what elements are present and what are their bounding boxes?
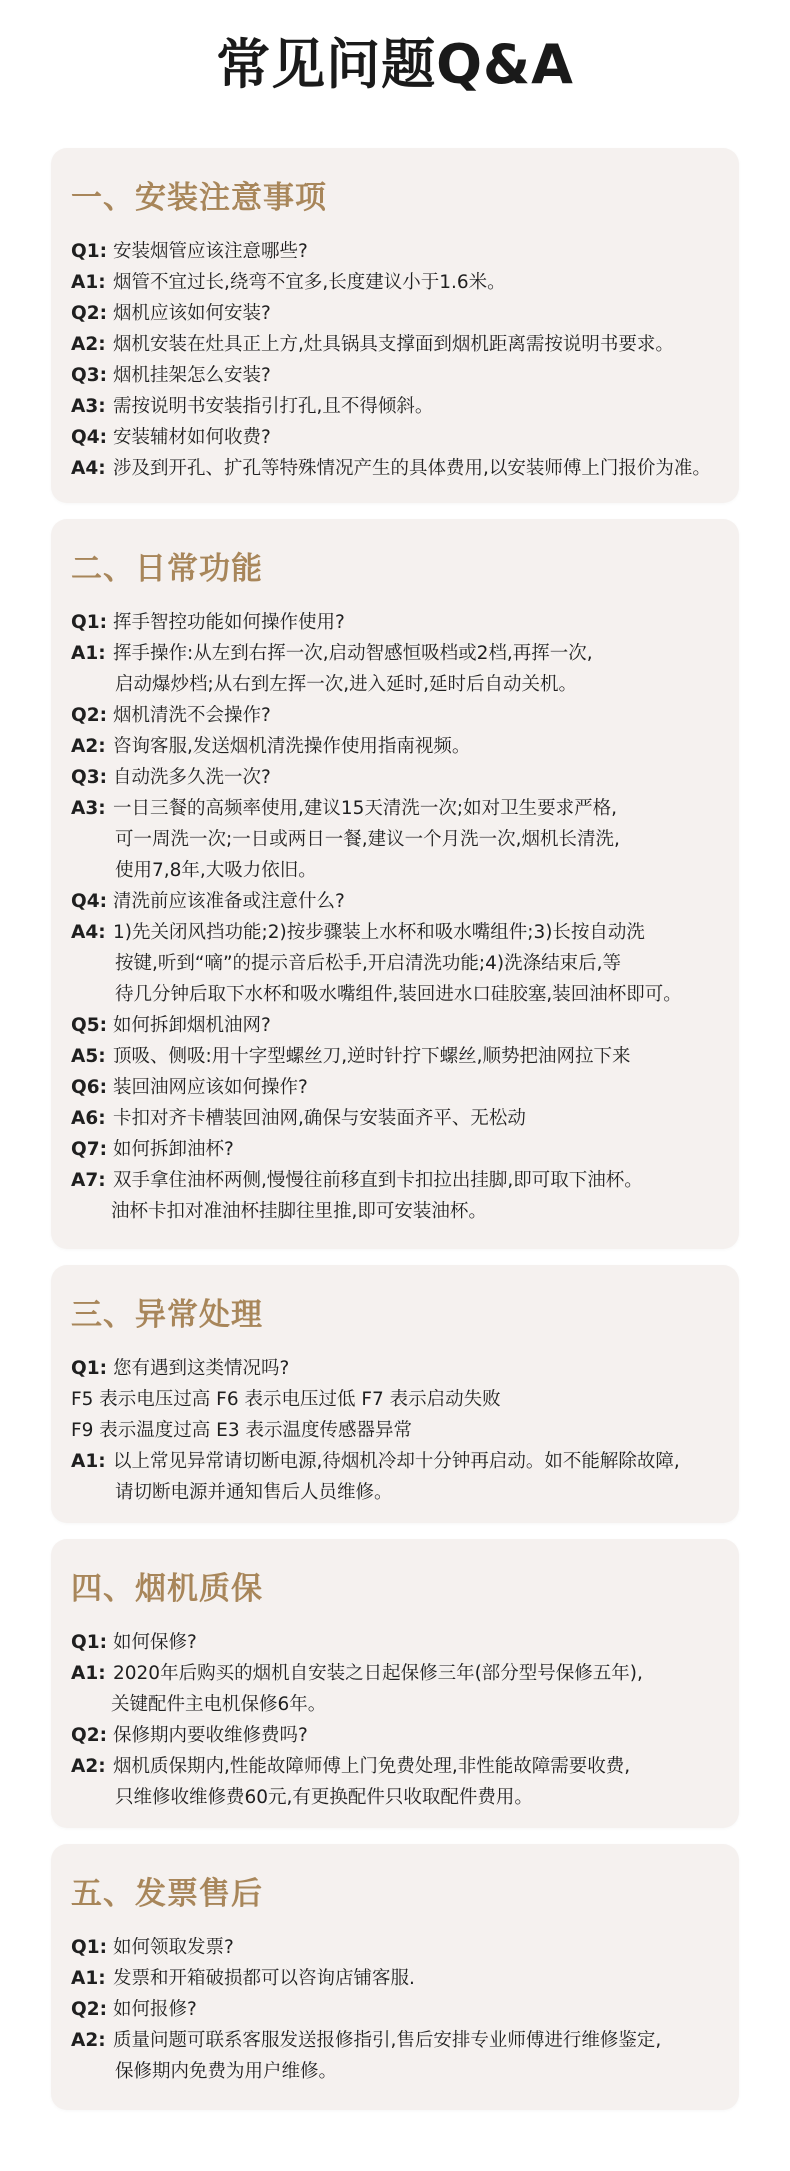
faq-text: 自动洗多久洗一次?	[113, 767, 271, 788]
faq-line	[71, 607, 723, 638]
faq-line	[71, 762, 723, 793]
faq-text: 烟机质保期内,性能故障师傅上门免费处理,非性能故障需要收费,	[113, 1756, 631, 1777]
faq-label: Q1:	[71, 241, 107, 262]
faq-label: Q7:	[71, 1139, 107, 1160]
faq-text: 涉及到开孔、扩孔等特殊情况产生的具体费用,以安装师傅上门报价为准。	[113, 458, 711, 479]
faq-text: 以上常见异常请切断电源,待烟机冷却十分钟再启动。如不能解除故障,	[113, 1451, 680, 1472]
faq-label: A4:	[71, 922, 106, 943]
page-title: 常见问题Q&A	[216, 33, 574, 96]
faq-text: 如何报修?	[113, 1999, 197, 2020]
faq-text: 油杯卡扣对准油杯挂脚往里推,即可安装油杯。	[111, 1201, 487, 1222]
faq-line	[71, 1103, 723, 1134]
faq-section	[51, 148, 739, 503]
faq-line	[71, 422, 723, 453]
faq-text: 使用7,8年,大吸力依旧。	[115, 860, 317, 881]
faq-text: 一日三餐的高频率使用,建议15天清洗一次;如对卫生要求严格,	[113, 798, 618, 819]
faq-section	[51, 1265, 739, 1523]
section-title: 二、日常功能	[71, 551, 263, 587]
faq-line	[71, 855, 723, 886]
faq-label: A5:	[71, 1046, 106, 1067]
faq-label: A1:	[71, 1968, 106, 1989]
faq-text: F5 表示电压过高 F6 表示电压过低 F7 表示启动失败	[71, 1389, 501, 1410]
faq-label: A1:	[71, 643, 106, 664]
faq-line	[71, 793, 723, 824]
faq-label: A3:	[71, 396, 106, 417]
faq-section	[51, 1539, 739, 1828]
faq-line	[71, 298, 723, 329]
faq-line	[71, 236, 723, 267]
faq-label: Q4:	[71, 427, 107, 448]
faq-label: Q5:	[71, 1015, 107, 1036]
faq-text: 如何保修?	[113, 1632, 197, 1653]
faq-text: 咨询客服,发送烟机清洗操作使用指南视频。	[113, 736, 471, 757]
faq-text: F9 表示温度过高 E3 表示温度传感器异常	[71, 1420, 413, 1441]
faq-text: 装回油网应该如何操作?	[113, 1077, 308, 1098]
faq-line	[71, 1384, 723, 1415]
faq-line	[71, 917, 723, 948]
faq-label: A2:	[71, 1756, 106, 1777]
faq-line	[71, 1658, 723, 1689]
faq-line	[71, 1165, 723, 1196]
faq-line	[71, 1689, 723, 1720]
faq-label: A1:	[71, 1663, 106, 1684]
faq-label: A4:	[71, 458, 106, 479]
faq-label: Q1:	[71, 1632, 107, 1653]
faq-line	[71, 2056, 723, 2087]
faq-line	[71, 700, 723, 731]
faq-line	[71, 1196, 723, 1227]
faq-text: 质量问题可联系客服发送报修指引,售后安排专业师傅进行维修鉴定,	[113, 2030, 662, 2051]
faq-text: 如何拆卸油杯?	[113, 1139, 234, 1160]
faq-label: Q1:	[71, 1937, 107, 1958]
faq-line	[71, 1041, 723, 1072]
faq-text: 保修期内要收维修费吗?	[113, 1725, 308, 1746]
faq-lines	[71, 236, 723, 484]
faq-line	[71, 1994, 723, 2025]
faq-label: A7:	[71, 1170, 106, 1191]
faq-line	[71, 731, 723, 762]
faq-label: Q2:	[71, 1999, 107, 2020]
faq-text: 如何领取发票?	[113, 1937, 234, 1958]
faq-text: 如何拆卸烟机油网?	[113, 1015, 271, 1036]
faq-line	[71, 1932, 723, 1963]
faq-text: 清洗前应该准备或注意什么?	[113, 891, 345, 912]
faq-line	[71, 1353, 723, 1384]
faq-text: 烟机清洗不会操作?	[113, 705, 271, 726]
faq-line	[71, 638, 723, 669]
section-title: 五、发票售后	[71, 1876, 263, 1912]
faq-line	[71, 360, 723, 391]
faq-label: A2:	[71, 2030, 106, 2051]
faq-text: 启动爆炒档;从右到左挥一次,进入延时,延时后自动关机。	[115, 674, 577, 695]
faq-text: 1)先关闭风挡功能;2)按步骤装上水杯和吸水嘴组件;3)长按自动洗	[113, 922, 645, 943]
faq-text: 发票和开箱破损都可以咨询店铺客服.	[113, 1968, 415, 1989]
faq-text: 烟管不宜过长,绕弯不宜多,长度建议小于1.6米。	[113, 272, 506, 293]
faq-lines	[71, 1932, 723, 2087]
section-title: 四、烟机质保	[71, 1571, 263, 1607]
faq-text: 烟机应该如何安装?	[113, 303, 271, 324]
faq-text: 只维修收维修费60元,有更换配件只收取配件费用。	[115, 1787, 533, 1808]
faq-line	[71, 1627, 723, 1658]
faq-text: 按键,听到“嘀”的提示音后松手,开启清洗功能;4)洗涤结束后,等	[115, 953, 622, 974]
faq-label: Q1:	[71, 1358, 107, 1379]
faq-line	[71, 1446, 723, 1477]
faq-line	[71, 948, 723, 979]
faq-lines	[71, 1353, 723, 1508]
section-title: 三、异常处理	[71, 1297, 263, 1333]
faq-label: Q2:	[71, 1725, 107, 1746]
faq-label: A1:	[71, 1451, 106, 1472]
faq-line	[71, 1010, 723, 1041]
faq-lines	[71, 607, 723, 1227]
faq-label: A6:	[71, 1108, 106, 1129]
faq-text: 挥手智控功能如何操作使用?	[113, 612, 345, 633]
faq-section	[51, 519, 739, 1249]
faq-line	[71, 1072, 723, 1103]
faq-line	[71, 1751, 723, 1782]
faq-label: Q3:	[71, 365, 107, 386]
faq-line	[71, 329, 723, 360]
faq-line	[71, 1963, 723, 1994]
faq-line	[71, 391, 723, 422]
faq-text: 烟机挂架怎么安装?	[113, 365, 271, 386]
faq-label: Q3:	[71, 767, 107, 788]
faq-line	[71, 886, 723, 917]
faq-text: 烟机安装在灶具正上方,灶具锅具支撑面到烟机距离需按说明书要求。	[113, 334, 674, 355]
faq-section	[51, 1844, 739, 2110]
section-title: 一、安装注意事项	[71, 180, 327, 216]
faq-line	[71, 979, 723, 1010]
faq-label: A2:	[71, 736, 106, 757]
faq-label: Q2:	[71, 303, 107, 324]
faq-text: 双手拿住油杯两侧,慢慢往前移直到卡扣拉出挂脚,即可取下油杯。	[113, 1170, 643, 1191]
faq-text: 安装辅材如何收费?	[113, 427, 271, 448]
faq-line	[71, 1720, 723, 1751]
faq-text: 待几分钟后取下水杯和吸水嘴组件,装回进水口硅胶塞,装回油杯即可。	[115, 984, 682, 1005]
faq-line	[71, 453, 723, 484]
faq-text: 顶吸、侧吸:用十字型螺丝刀,逆时针拧下螺丝,顺势把油网拉下来	[113, 1046, 631, 1067]
faq-line	[71, 824, 723, 855]
faq-text: 挥手操作:从左到右挥一次,启动智感恒吸档或2档,再挥一次,	[113, 643, 593, 664]
faq-text: 需按说明书安装指引打孔,且不得倾斜。	[113, 396, 434, 417]
faq-label: A1:	[71, 272, 106, 293]
faq-text: 卡扣对齐卡槽装回油网,确保与安装面齐平、无松动	[113, 1108, 526, 1129]
faq-line	[71, 1134, 723, 1165]
faq-text: 安装烟管应该注意哪些?	[113, 241, 308, 262]
faq-text: 关键配件主电机保修6年。	[111, 1694, 327, 1715]
faq-label: A3:	[71, 798, 106, 819]
faq-line	[71, 669, 723, 700]
faq-line	[71, 1477, 723, 1508]
faq-label: Q4:	[71, 891, 107, 912]
faq-text: 可一周洗一次;一日或两日一餐,建议一个月洗一次,烟机长清洗,	[115, 829, 620, 850]
faq-lines	[71, 1627, 723, 1813]
faq-line	[71, 1415, 723, 1446]
faq-line	[71, 267, 723, 298]
faq-text: 2020年后购买的烟机自安装之日起保修三年(部分型号保修五年),	[113, 1663, 643, 1684]
faq-label: A2:	[71, 334, 106, 355]
faq-line	[71, 2025, 723, 2056]
faq-text: 您有遇到这类情况吗?	[113, 1358, 290, 1379]
faq-text: 保修期内免费为用户维修。	[115, 2061, 338, 2082]
faq-label: Q6:	[71, 1077, 107, 1098]
faq-line	[71, 1782, 723, 1813]
faq-label: Q2:	[71, 705, 107, 726]
faq-label: Q1:	[71, 612, 107, 633]
faq-text: 请切断电源并通知售后人员维修。	[115, 1482, 393, 1503]
